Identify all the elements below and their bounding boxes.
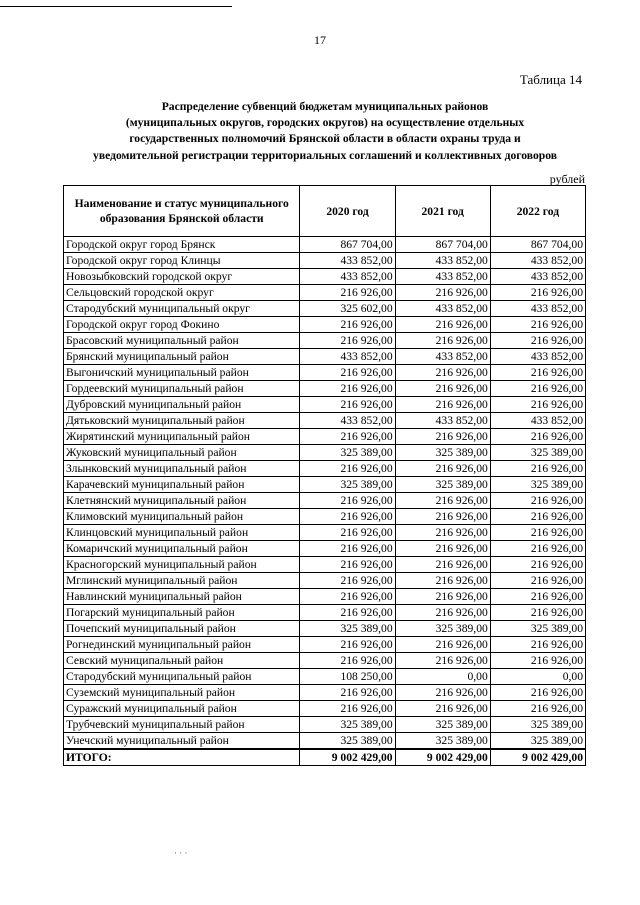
row-value-2021: 325 389,00	[395, 621, 490, 637]
total-label: ИТОГО:	[64, 749, 300, 766]
row-value-2022: 216 926,00	[490, 605, 585, 621]
table-header-row	[64, 186, 586, 237]
total-2020: 9 002 429,00	[300, 749, 395, 766]
row-value-2021: 216 926,00	[395, 285, 490, 301]
row-value-2022: 216 926,00	[490, 429, 585, 445]
row-name-cell: Климовский муниципальный район	[64, 509, 300, 525]
row-value-2020: 433 852,00	[300, 349, 395, 365]
row-value-2021: 433 852,00	[395, 269, 490, 285]
row-value-2021: 433 852,00	[395, 349, 490, 365]
row-value-2022: 216 926,00	[490, 685, 585, 701]
row-value-2021: 867 704,00	[395, 237, 490, 253]
row-value-2021: 216 926,00	[395, 685, 490, 701]
row-name-cell: Городской округ город Клинцы	[64, 253, 300, 269]
row-value-2020: 433 852,00	[300, 253, 395, 269]
row-value-2020: 216 926,00	[300, 381, 395, 397]
table-row	[64, 573, 586, 589]
row-name-cell: Жуковский муниципальный район	[64, 445, 300, 461]
table-row	[64, 301, 586, 317]
row-value-2020: 216 926,00	[300, 397, 395, 413]
row-value-2021: 216 926,00	[395, 605, 490, 621]
row-value-2022: 216 926,00	[490, 589, 585, 605]
title-line: государственных полномочий Брянской области в области охраны труда и	[129, 132, 521, 146]
row-value-2021: 216 926,00	[395, 653, 490, 669]
row-value-2021: 216 926,00	[395, 493, 490, 509]
table-row	[64, 365, 586, 381]
row-name-cell: Мглинский муниципальный район	[64, 573, 300, 589]
row-name-cell: Брянский муниципальный район	[64, 349, 300, 365]
row-value-2022: 216 926,00	[490, 509, 585, 525]
row-value-2022: 216 926,00	[490, 525, 585, 541]
title-line: уведомительной регистрации территориальных соглашений и коллективных договоров	[93, 148, 557, 162]
row-value-2021: 216 926,00	[395, 365, 490, 381]
row-value-2022: 216 926,00	[490, 493, 585, 509]
row-value-2022: 325 389,00	[490, 717, 585, 733]
row-value-2021: 325 389,00	[395, 477, 490, 493]
row-value-2021: 216 926,00	[395, 637, 490, 653]
table-row	[64, 397, 586, 413]
table-row	[64, 237, 586, 253]
row-value-2020: 216 926,00	[300, 333, 395, 349]
table-row	[64, 445, 586, 461]
row-name-cell: Навлинский муниципальный район	[64, 589, 300, 605]
row-value-2020: 325 389,00	[300, 445, 395, 461]
row-value-2020: 216 926,00	[300, 573, 395, 589]
row-value-2022: 433 852,00	[490, 301, 585, 317]
row-name-cell: Севский муниципальный район	[64, 653, 300, 669]
top-rule	[0, 6, 232, 7]
row-value-2020: 216 926,00	[300, 285, 395, 301]
row-value-2021: 325 389,00	[395, 445, 490, 461]
row-value-2021: 325 389,00	[395, 733, 490, 750]
row-value-2020: 216 926,00	[300, 509, 395, 525]
table-row	[64, 413, 586, 429]
table-row	[64, 637, 586, 653]
row-name-cell: Клетнянский муниципальный район	[64, 493, 300, 509]
row-value-2021: 216 926,00	[395, 397, 490, 413]
row-value-2021: 216 926,00	[395, 573, 490, 589]
row-value-2020: 216 926,00	[300, 317, 395, 333]
row-value-2022: 216 926,00	[490, 573, 585, 589]
table-row	[64, 269, 586, 285]
row-value-2020: 325 602,00	[300, 301, 395, 317]
row-value-2022: 216 926,00	[490, 317, 585, 333]
header-name: Наименование и статус муниципального образования Брянской области	[64, 186, 300, 237]
row-value-2021: 325 389,00	[395, 717, 490, 733]
scan-speck: · · ·	[174, 848, 188, 858]
row-value-2020: 216 926,00	[300, 461, 395, 477]
row-name-cell: Жирятинский муниципальный район	[64, 429, 300, 445]
row-value-2020: 216 926,00	[300, 589, 395, 605]
header-2020: 2020 год	[300, 186, 395, 237]
row-value-2020: 216 926,00	[300, 685, 395, 701]
header-2021: 2021 год	[395, 186, 490, 237]
document-title	[40, 99, 610, 164]
row-name-cell: Брасовский муниципальный район	[64, 333, 300, 349]
row-value-2021: 433 852,00	[395, 253, 490, 269]
row-name-cell: Унечский муниципальный район	[64, 733, 300, 750]
row-value-2022: 216 926,00	[490, 381, 585, 397]
table-row	[64, 589, 586, 605]
table-row	[64, 477, 586, 493]
row-value-2020: 216 926,00	[300, 701, 395, 717]
row-name-cell: Новозыбковский городской округ	[64, 269, 300, 285]
row-value-2022: 216 926,00	[490, 701, 585, 717]
row-value-2022: 325 389,00	[490, 477, 585, 493]
row-value-2022: 216 926,00	[490, 461, 585, 477]
row-name-cell: Злынковский муниципальный район	[64, 461, 300, 477]
table-row	[64, 557, 586, 573]
table-row	[64, 669, 586, 685]
row-value-2022: 433 852,00	[490, 253, 585, 269]
row-value-2022: 433 852,00	[490, 349, 585, 365]
row-value-2021: 216 926,00	[395, 589, 490, 605]
table-row	[64, 381, 586, 397]
table-label: Таблица 14	[519, 72, 582, 87]
table-body	[64, 237, 586, 750]
row-value-2021: 433 852,00	[395, 301, 490, 317]
row-value-2020: 867 704,00	[300, 237, 395, 253]
row-value-2021: 216 926,00	[395, 509, 490, 525]
table-row	[64, 509, 586, 525]
row-name-cell: Дятьковский муниципальный район	[64, 413, 300, 429]
row-name-cell: Стародубский муниципальный район	[64, 669, 300, 685]
table-row	[64, 285, 586, 301]
table-row	[64, 621, 586, 637]
row-value-2022: 0,00	[490, 669, 585, 685]
row-value-2021: 433 852,00	[395, 413, 490, 429]
row-name-cell: Комаричский муниципальный район	[64, 541, 300, 557]
row-value-2022: 216 926,00	[490, 365, 585, 381]
row-value-2021: 216 926,00	[395, 317, 490, 333]
table-row	[64, 461, 586, 477]
row-value-2021: 216 926,00	[395, 541, 490, 557]
table-row	[64, 701, 586, 717]
row-value-2020: 216 926,00	[300, 525, 395, 541]
row-value-2022: 216 926,00	[490, 333, 585, 349]
row-value-2020: 216 926,00	[300, 557, 395, 573]
row-value-2021: 216 926,00	[395, 525, 490, 541]
total-2022: 9 002 429,00	[490, 749, 585, 766]
table-row	[64, 541, 586, 557]
row-name-cell: Дубровский муниципальный район	[64, 397, 300, 413]
table-row	[64, 653, 586, 669]
table-row	[64, 605, 586, 621]
row-value-2020: 216 926,00	[300, 541, 395, 557]
row-value-2020: 216 926,00	[300, 429, 395, 445]
row-value-2022: 216 926,00	[490, 557, 585, 573]
total-2021: 9 002 429,00	[395, 749, 490, 766]
row-name-cell: Городской округ город Брянск	[64, 237, 300, 253]
header-2022: 2022 год	[490, 186, 585, 237]
row-name-cell: Красногорский муниципальный район	[64, 557, 300, 573]
row-value-2021: 216 926,00	[395, 557, 490, 573]
row-value-2020: 433 852,00	[300, 269, 395, 285]
row-name-cell: Стародубский муниципальный округ	[64, 301, 300, 317]
row-name-cell: Городской округ город Фокино	[64, 317, 300, 333]
row-name-cell: Рогнединский муниципальный район	[64, 637, 300, 653]
row-name-cell: Сельцовский городской округ	[64, 285, 300, 301]
row-value-2022: 216 926,00	[490, 541, 585, 557]
row-value-2021: 216 926,00	[395, 333, 490, 349]
row-value-2021: 216 926,00	[395, 701, 490, 717]
row-value-2020: 216 926,00	[300, 653, 395, 669]
currency-note: рублей	[549, 172, 585, 186]
table-row	[64, 525, 586, 541]
row-value-2020: 325 389,00	[300, 477, 395, 493]
row-value-2020: 433 852,00	[300, 413, 395, 429]
row-value-2021: 0,00	[395, 669, 490, 685]
table-row	[64, 429, 586, 445]
total-row	[64, 749, 586, 766]
row-value-2022: 433 852,00	[490, 269, 585, 285]
row-name-cell: Суражский муниципальный район	[64, 701, 300, 717]
row-value-2020: 216 926,00	[300, 365, 395, 381]
table-row	[64, 317, 586, 333]
row-value-2022: 325 389,00	[490, 445, 585, 461]
row-value-2022: 216 926,00	[490, 653, 585, 669]
row-value-2022: 216 926,00	[490, 397, 585, 413]
table-row	[64, 253, 586, 269]
row-name-cell: Гордеевский муниципальный район	[64, 381, 300, 397]
row-value-2022: 325 389,00	[490, 733, 585, 750]
row-value-2022: 433 852,00	[490, 413, 585, 429]
row-value-2020: 325 389,00	[300, 621, 395, 637]
row-value-2020: 216 926,00	[300, 637, 395, 653]
title-line: Распределение субвенций бюджетам муниципальных районов	[161, 100, 489, 113]
row-value-2022: 216 926,00	[490, 637, 585, 653]
table-row	[64, 685, 586, 701]
row-value-2021: 216 926,00	[395, 381, 490, 397]
row-name-cell: Карачевский муниципальный район	[64, 477, 300, 493]
table-row	[64, 493, 586, 509]
row-value-2021: 216 926,00	[395, 429, 490, 445]
row-name-cell: Почепский муниципальный район	[64, 621, 300, 637]
row-value-2020: 325 389,00	[300, 717, 395, 733]
row-value-2020: 216 926,00	[300, 493, 395, 509]
table-row	[64, 333, 586, 349]
row-value-2020: 108 250,00	[300, 669, 395, 685]
row-name-cell: Трубчевский муниципальный район	[64, 717, 300, 733]
row-value-2020: 325 389,00	[300, 733, 395, 750]
row-value-2021: 216 926,00	[395, 461, 490, 477]
row-value-2022: 216 926,00	[490, 285, 585, 301]
row-value-2020: 216 926,00	[300, 605, 395, 621]
subsidy-table	[63, 185, 586, 766]
row-name-cell: Выгоничский муниципальный район	[64, 365, 300, 381]
row-name-cell: Клинцовский муниципальный район	[64, 525, 300, 541]
row-value-2022: 867 704,00	[490, 237, 585, 253]
table-row	[64, 349, 586, 365]
table-row	[64, 717, 586, 733]
page-number: 17	[314, 33, 326, 47]
row-name-cell: Суземский муниципальный район	[64, 685, 300, 701]
row-value-2022: 325 389,00	[490, 621, 585, 637]
table-row	[64, 733, 586, 750]
title-line: (муниципальных округов, городских округов) на осуществление отдельных	[125, 116, 525, 130]
row-name-cell: Погарский муниципальный район	[64, 605, 300, 621]
